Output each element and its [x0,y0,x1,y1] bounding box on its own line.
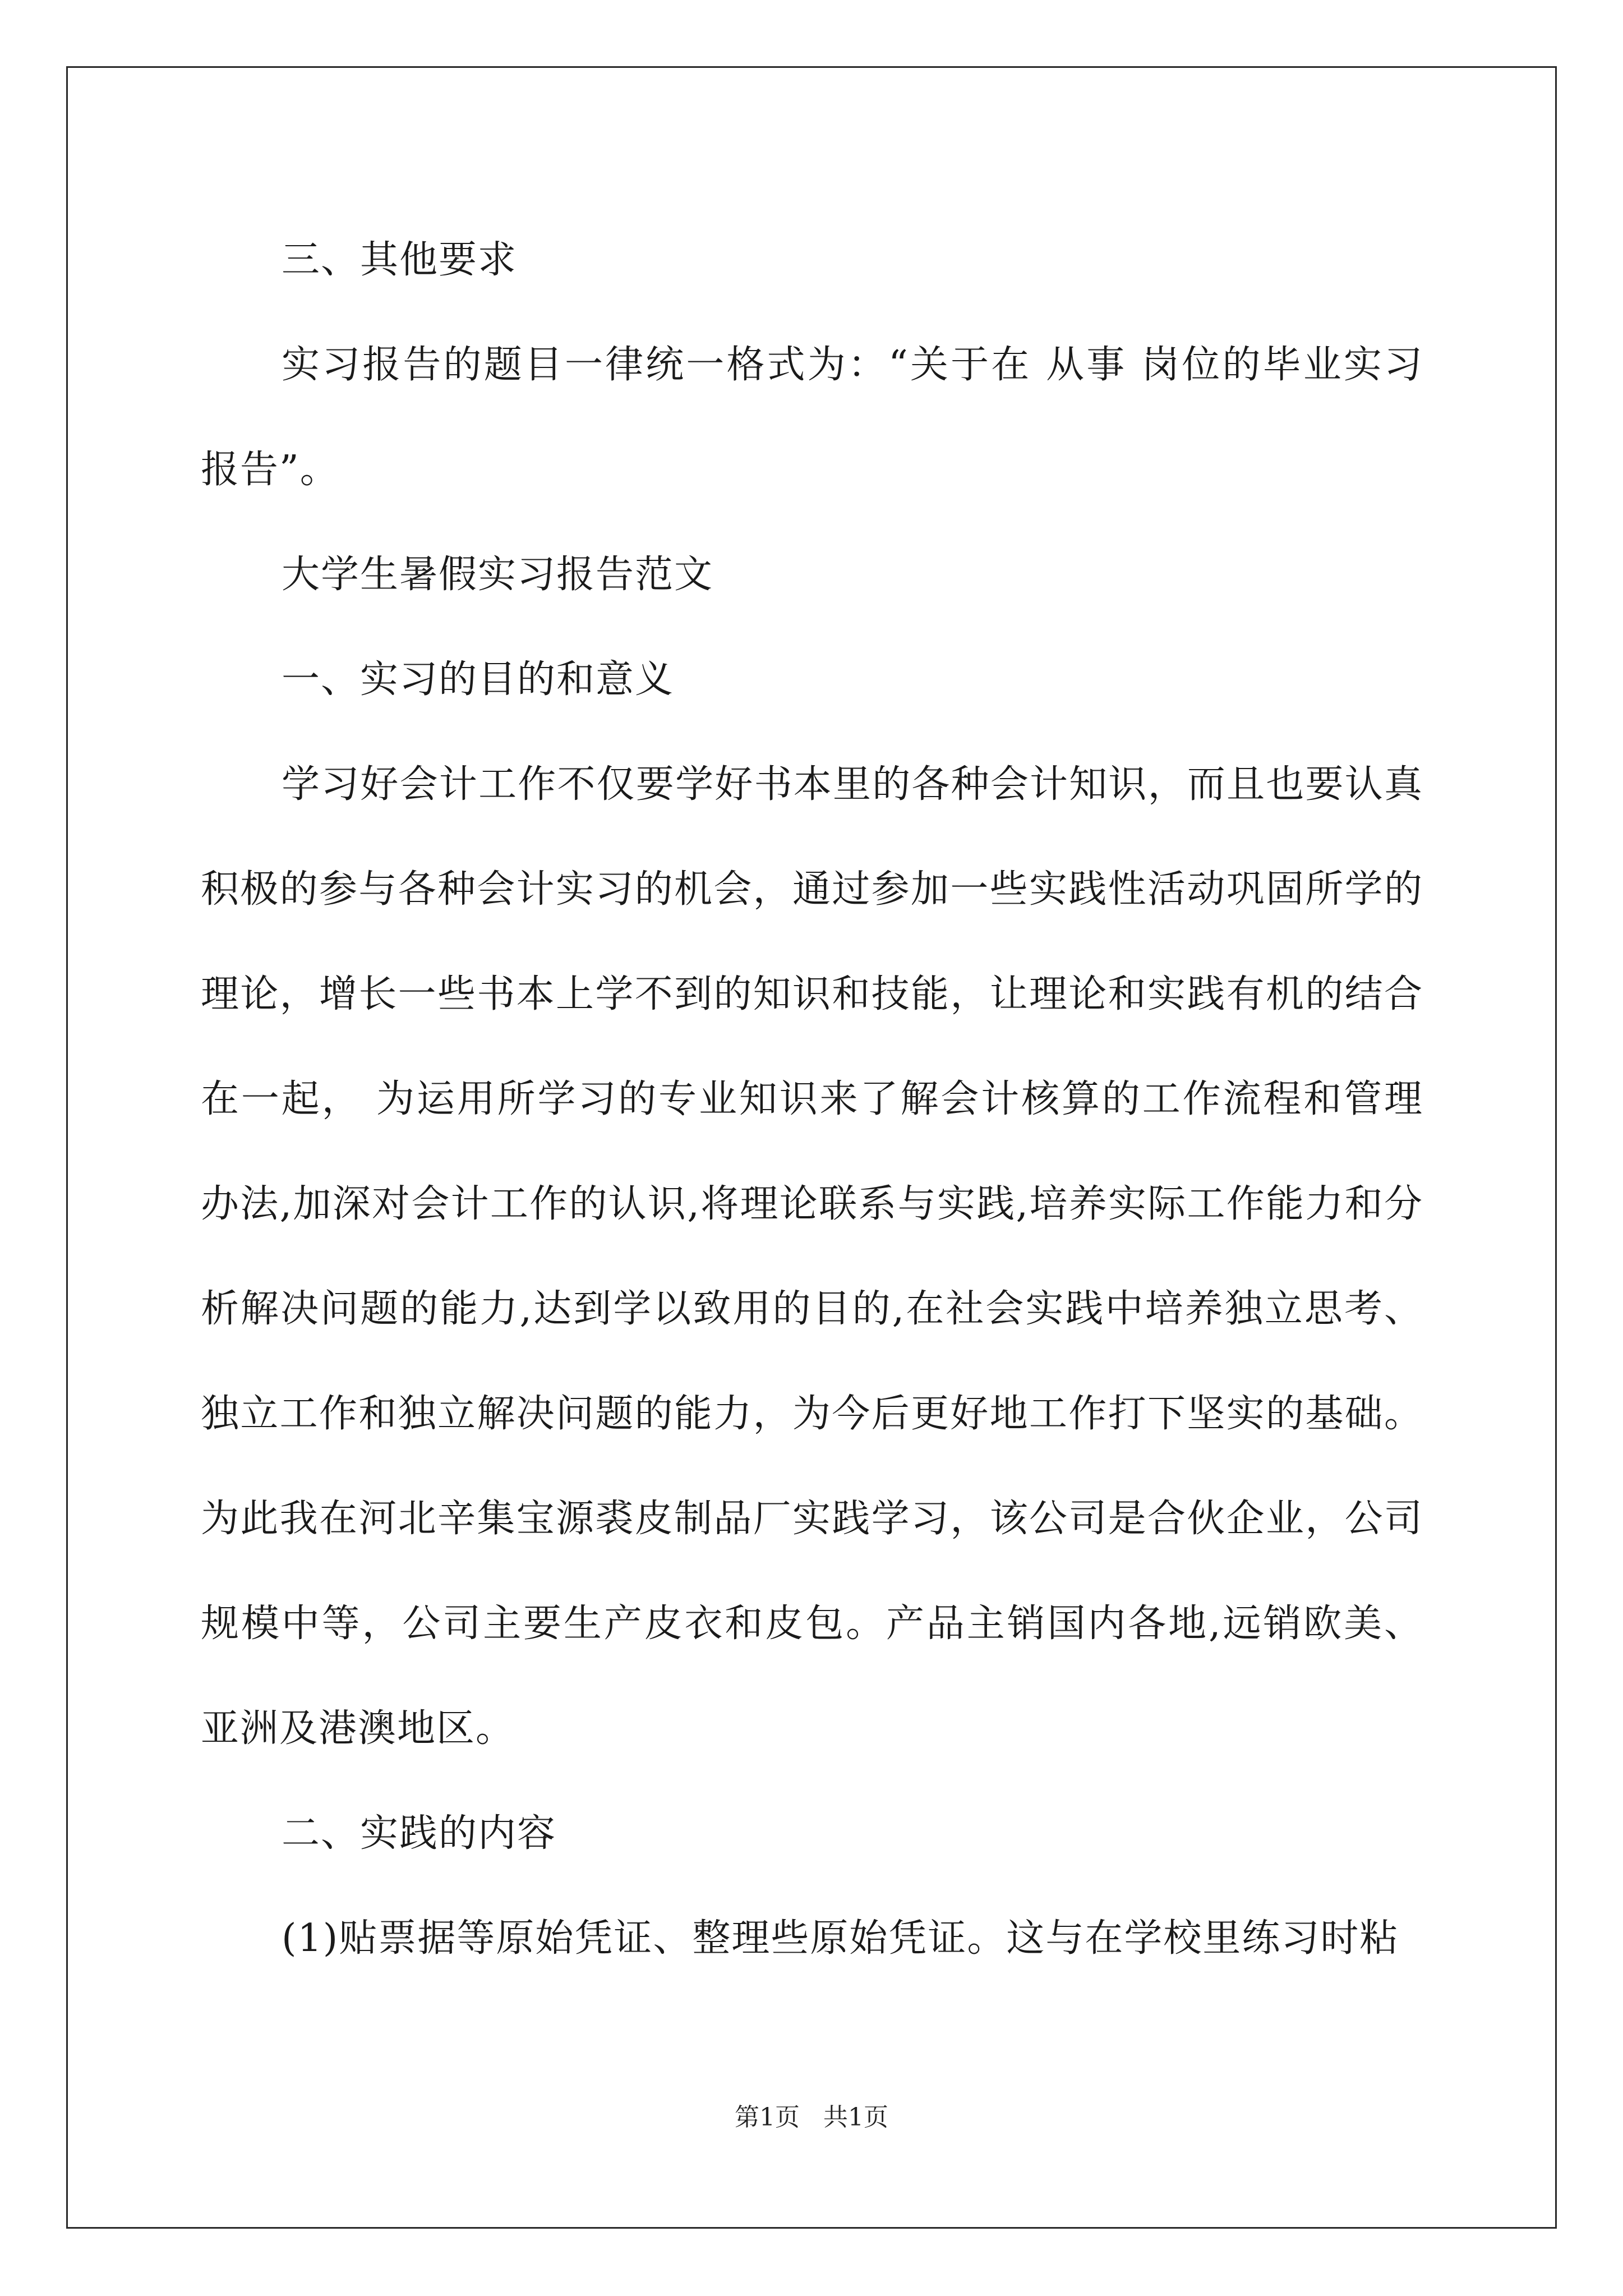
page-number-current: 第1页 [735,2103,800,2132]
section-heading-purpose: 一、实习的目的和意义 [282,657,675,702]
paragraph-content-item-1: (1)贴票据等原始凭证、整理些原始凭证。这与在学校里练习时粘 [282,1916,1399,1961]
page-footer [0,2101,1623,2134]
paragraph-purpose-body: 学习好会计工作不仅要学好书本里的各种会计知识，而且也要认真积极的参与各种会计实习的机会，通过参加一些实践性活动巩固所学的理论，增长一些书本上学不到的知识和技能，让理论和实践有机的结合在一起， 为运用所学习的专业知识来了解会计核算的工作流程和管理办法,加深对会计工作的认识,将理论联系与实践,培养实际工作能力和分析解决问题的能力,达到学以致用的目的,在社会实践中培养独立思考、独立工作和独立解决问题的能力，为今后更好地工作打下坚实的基础。为此我在河北辛集宝源裘皮制品厂实践学习，该公司是合伙企业，公司规模中等，公司主要生产皮衣和皮包。产品主销国内各地,远销欧美、亚洲及港澳地区。 [201,762,1423,1751]
document-body [201,208,1423,1991]
paragraph-report-title-format: 实习报告的题目一律统一格式为：“关于在 从事 岗位的毕业实习报告”。 [201,343,1423,492]
section-heading-other-requirements: 三、其他要求 [282,238,518,282]
document-subtitle: 大学生暑假实习报告范文 [282,553,714,597]
section-heading-content: 二、实践的内容 [282,1811,557,1856]
page-number-total: 共1页 [823,2103,888,2132]
